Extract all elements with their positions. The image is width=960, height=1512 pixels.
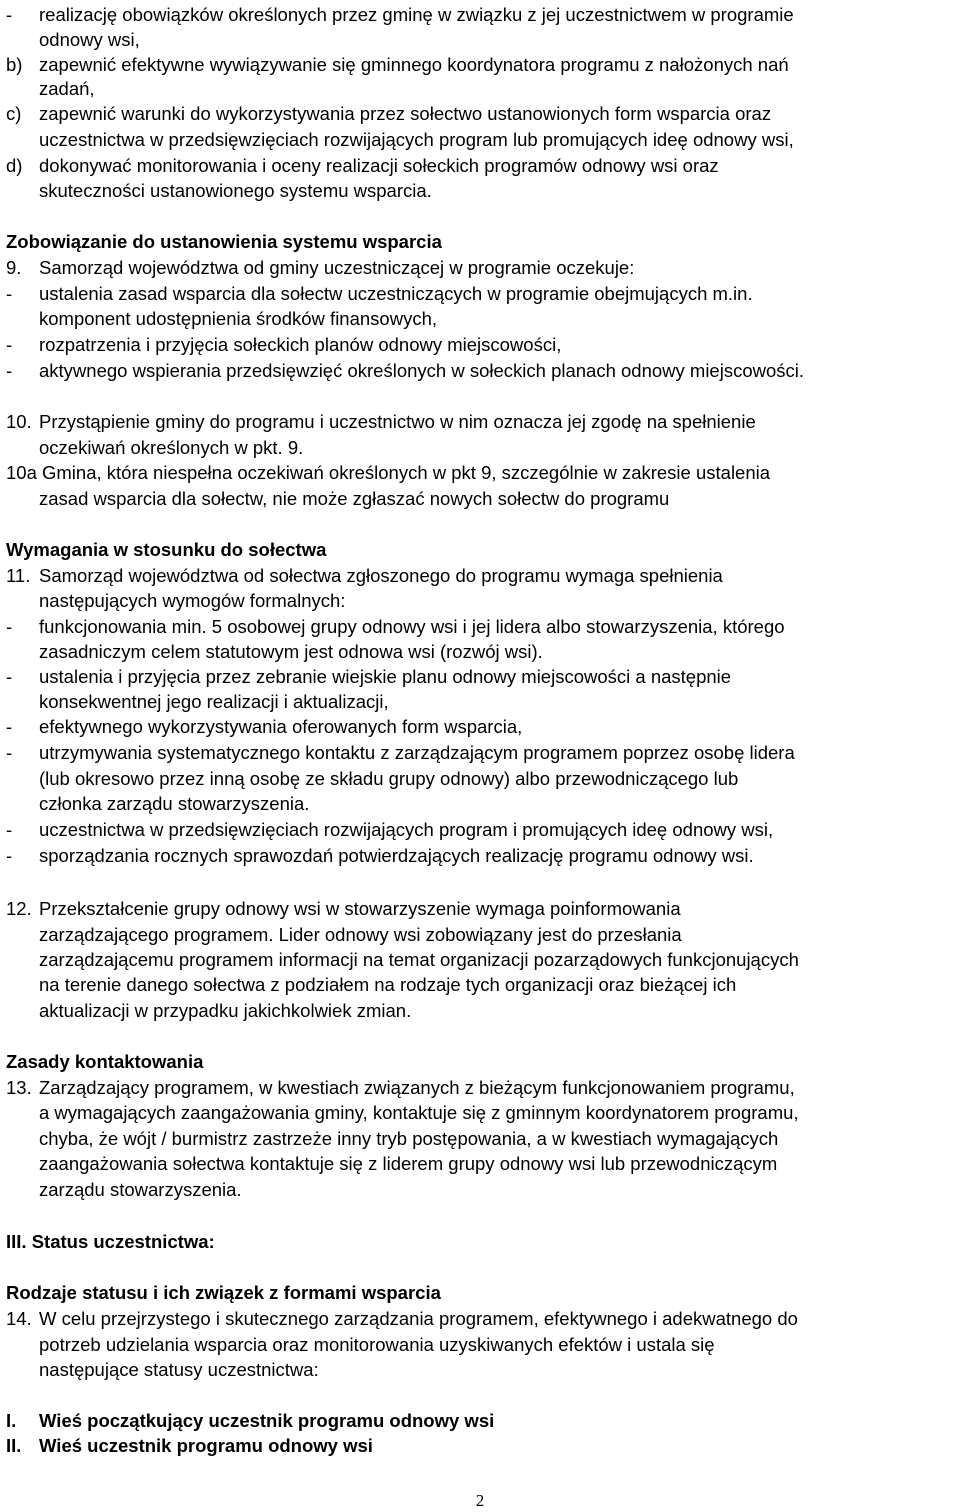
line-text: efektywnego wykorzystywania oferowanych form wsparcia, — [39, 716, 523, 737]
list-marker: II. — [6, 1435, 22, 1456]
line-text: potrzeb udzielania wsparcia oraz monitorowania uzyskiwanych efektów i ustala się — [39, 1334, 715, 1355]
line-text: odnowy wsi, — [39, 29, 140, 50]
list-marker: - — [6, 742, 13, 763]
line-text: ustalenia zasad wsparcia dla sołectw uczestniczących w programie obejmujących m.in. — [39, 283, 753, 304]
line-text: zarządzającemu programem informacji na temat organizacji pozarządowych funkcjonujących — [39, 949, 799, 970]
line-text: zasad wsparcia dla sołectw, nie może zgłaszać nowych sołectw do programu — [39, 488, 670, 509]
line-text: zapewnić warunki do wykorzystywania przez sołectwo ustanowionych form wsparcia oraz — [39, 103, 772, 124]
list-marker: - — [6, 283, 13, 304]
line-text: sporządzania rocznych sprawozdań potwierdzających realizację programu odnowy wsi. — [39, 845, 754, 866]
line-text: komponent udostępnienia środków finansowych, — [39, 308, 437, 329]
list-marker: - — [6, 716, 13, 737]
list-marker: 12. — [6, 898, 32, 919]
line-text: (lub okresowo przez inną osobę ze składu grupy odnowy) albo przewodniczącego lub — [39, 768, 739, 789]
list-marker: - — [6, 334, 13, 355]
list-marker: - — [6, 845, 13, 866]
line-text: członka zarządu stowarzyszenia. — [39, 793, 310, 814]
list-marker: - — [6, 616, 13, 637]
heading-text: Rodzaje statusu i ich związek z formami wsparcia — [6, 1282, 441, 1303]
line-text: skuteczności ustanowionego systemu wsparcia. — [39, 180, 432, 201]
list-marker: - — [6, 360, 13, 381]
line-text: W celu przejrzystego i skutecznego zarządzania programem, efektywnego i adekwatnego do — [39, 1308, 798, 1329]
list-marker: 10. — [6, 411, 32, 432]
line-text: następujących wymogów formalnych: — [39, 590, 346, 611]
line-text: konsekwentnej jego realizacji i aktualizacji, — [39, 691, 389, 712]
heading-text: Wymagania w stosunku do sołectwa — [6, 539, 327, 560]
line-text: Przystąpienie gminy do programu i uczestnictwo w nim oznacza jej zgodę na spełnienie — [39, 411, 756, 432]
line-text: na terenie danego sołectwa z podziałem na rodzaje tych organizacji oraz bieżącej ich — [39, 974, 737, 995]
list-marker: 11. — [6, 565, 31, 586]
line-text: zaangażowania sołectwa kontaktuje się z liderem grupy odnowy wsi lub przewodniczącym — [39, 1153, 778, 1174]
line-text: Przekształcenie grupy odnowy wsi w stowarzyszenie wymaga poinformowania — [39, 898, 681, 919]
line-text: chyba, że wójt / burmistrz zastrzeże inny tryb postępowania, a w kwestiach wymagających — [39, 1128, 779, 1149]
line-text: zadań, — [39, 78, 95, 99]
list-marker: d) — [6, 155, 23, 176]
list-marker: 14. — [6, 1308, 32, 1329]
heading-text: III. Status uczestnictwa: — [6, 1231, 215, 1252]
line-text: rozpatrzenia i przyjęcia sołeckich planów odnowy miejscowości, — [39, 334, 562, 355]
line-text: realizację obowiązków określonych przez gminę w związku z jej uczestnictwem w programie — [39, 4, 794, 25]
list-marker: 9. — [6, 257, 22, 278]
list-marker: - — [6, 666, 13, 687]
line-text: zasadniczym celem statutowym jest odnowa wsi (rozwój wsi). — [39, 641, 543, 662]
list-marker: c) — [6, 103, 22, 124]
line-text: aktywnego wspierania przedsięwzięć określonych w sołeckich planach odnowy miejscowości. — [39, 360, 805, 381]
line-text: dokonywać monitorowania i oceny realizacji sołeckich programów odnowy wsi oraz — [39, 155, 719, 176]
line-text: następujące statusy uczestnictwa: — [39, 1359, 319, 1380]
list-marker: b) — [6, 54, 23, 75]
heading-text: Zasady kontaktowania — [6, 1051, 204, 1072]
line-text: Samorząd województwa od sołectwa zgłoszonego do programu wymaga spełnienia — [39, 565, 723, 586]
line-text: funkcjonowania min. 5 osobowej grupy odnowy wsi i jej lidera albo stowarzyszenia, którego — [39, 616, 785, 637]
heading-text: Zobowiązanie do ustanowienia systemu wsparcia — [6, 231, 442, 252]
line-text: a wymagających zaangażowania gminy, kontaktuje się z gminnym koordynatorem programu, — [39, 1102, 799, 1123]
line-text: Samorząd województwa od gminy uczestniczącej w programie oczekuje: — [39, 257, 635, 278]
line-text: utrzymywania systematycznego kontaktu z zarządzającym programem poprzez osobę lidera — [39, 742, 795, 763]
list-marker: - — [6, 4, 13, 25]
line-text: ustalenia i przyjęcia przez zebranie wiejskie planu odnowy miejscowości a następnie — [39, 666, 732, 687]
line-text: Zarządzający programem, w kwestiach związanych z bieżącym funkcjonowaniem programu, — [39, 1077, 795, 1098]
list-marker: I. — [6, 1410, 17, 1431]
page-number: 2 — [475, 1491, 485, 1510]
line-text: zarządzającego programem. Lider odnowy wsi zobowiązany jest do przesłania — [39, 924, 682, 945]
line-text: uczestnictwa w przedsięwzięciach rozwijających program lub promujących ideę odnowy wsi, — [39, 129, 794, 150]
line-text: oczekiwań określonych w pkt. 9. — [39, 437, 304, 458]
list-item-text: Wieś początkujący uczestnik programu odnowy wsi — [39, 1410, 495, 1431]
list-item-text: Wieś uczestnik programu odnowy wsi — [39, 1435, 373, 1456]
line-text: 10a Gmina, która niespełna oczekiwań określonych w pkt 9, szczególnie w zakresie ustalenia — [6, 462, 771, 483]
line-text: zapewnić efektywne wywiązywanie się gminnego koordynatora programu z nałożonych nań — [39, 54, 789, 75]
list-marker: 13. — [6, 1077, 32, 1098]
list-marker: - — [6, 819, 13, 840]
line-text: uczestnictwa w przedsięwzięciach rozwijających program i promujących ideę odnowy wsi, — [39, 819, 774, 840]
line-text: aktualizacji w przypadku jakichkolwiek zmian. — [39, 1000, 412, 1021]
line-text: zarządu stowarzyszenia. — [39, 1179, 242, 1200]
